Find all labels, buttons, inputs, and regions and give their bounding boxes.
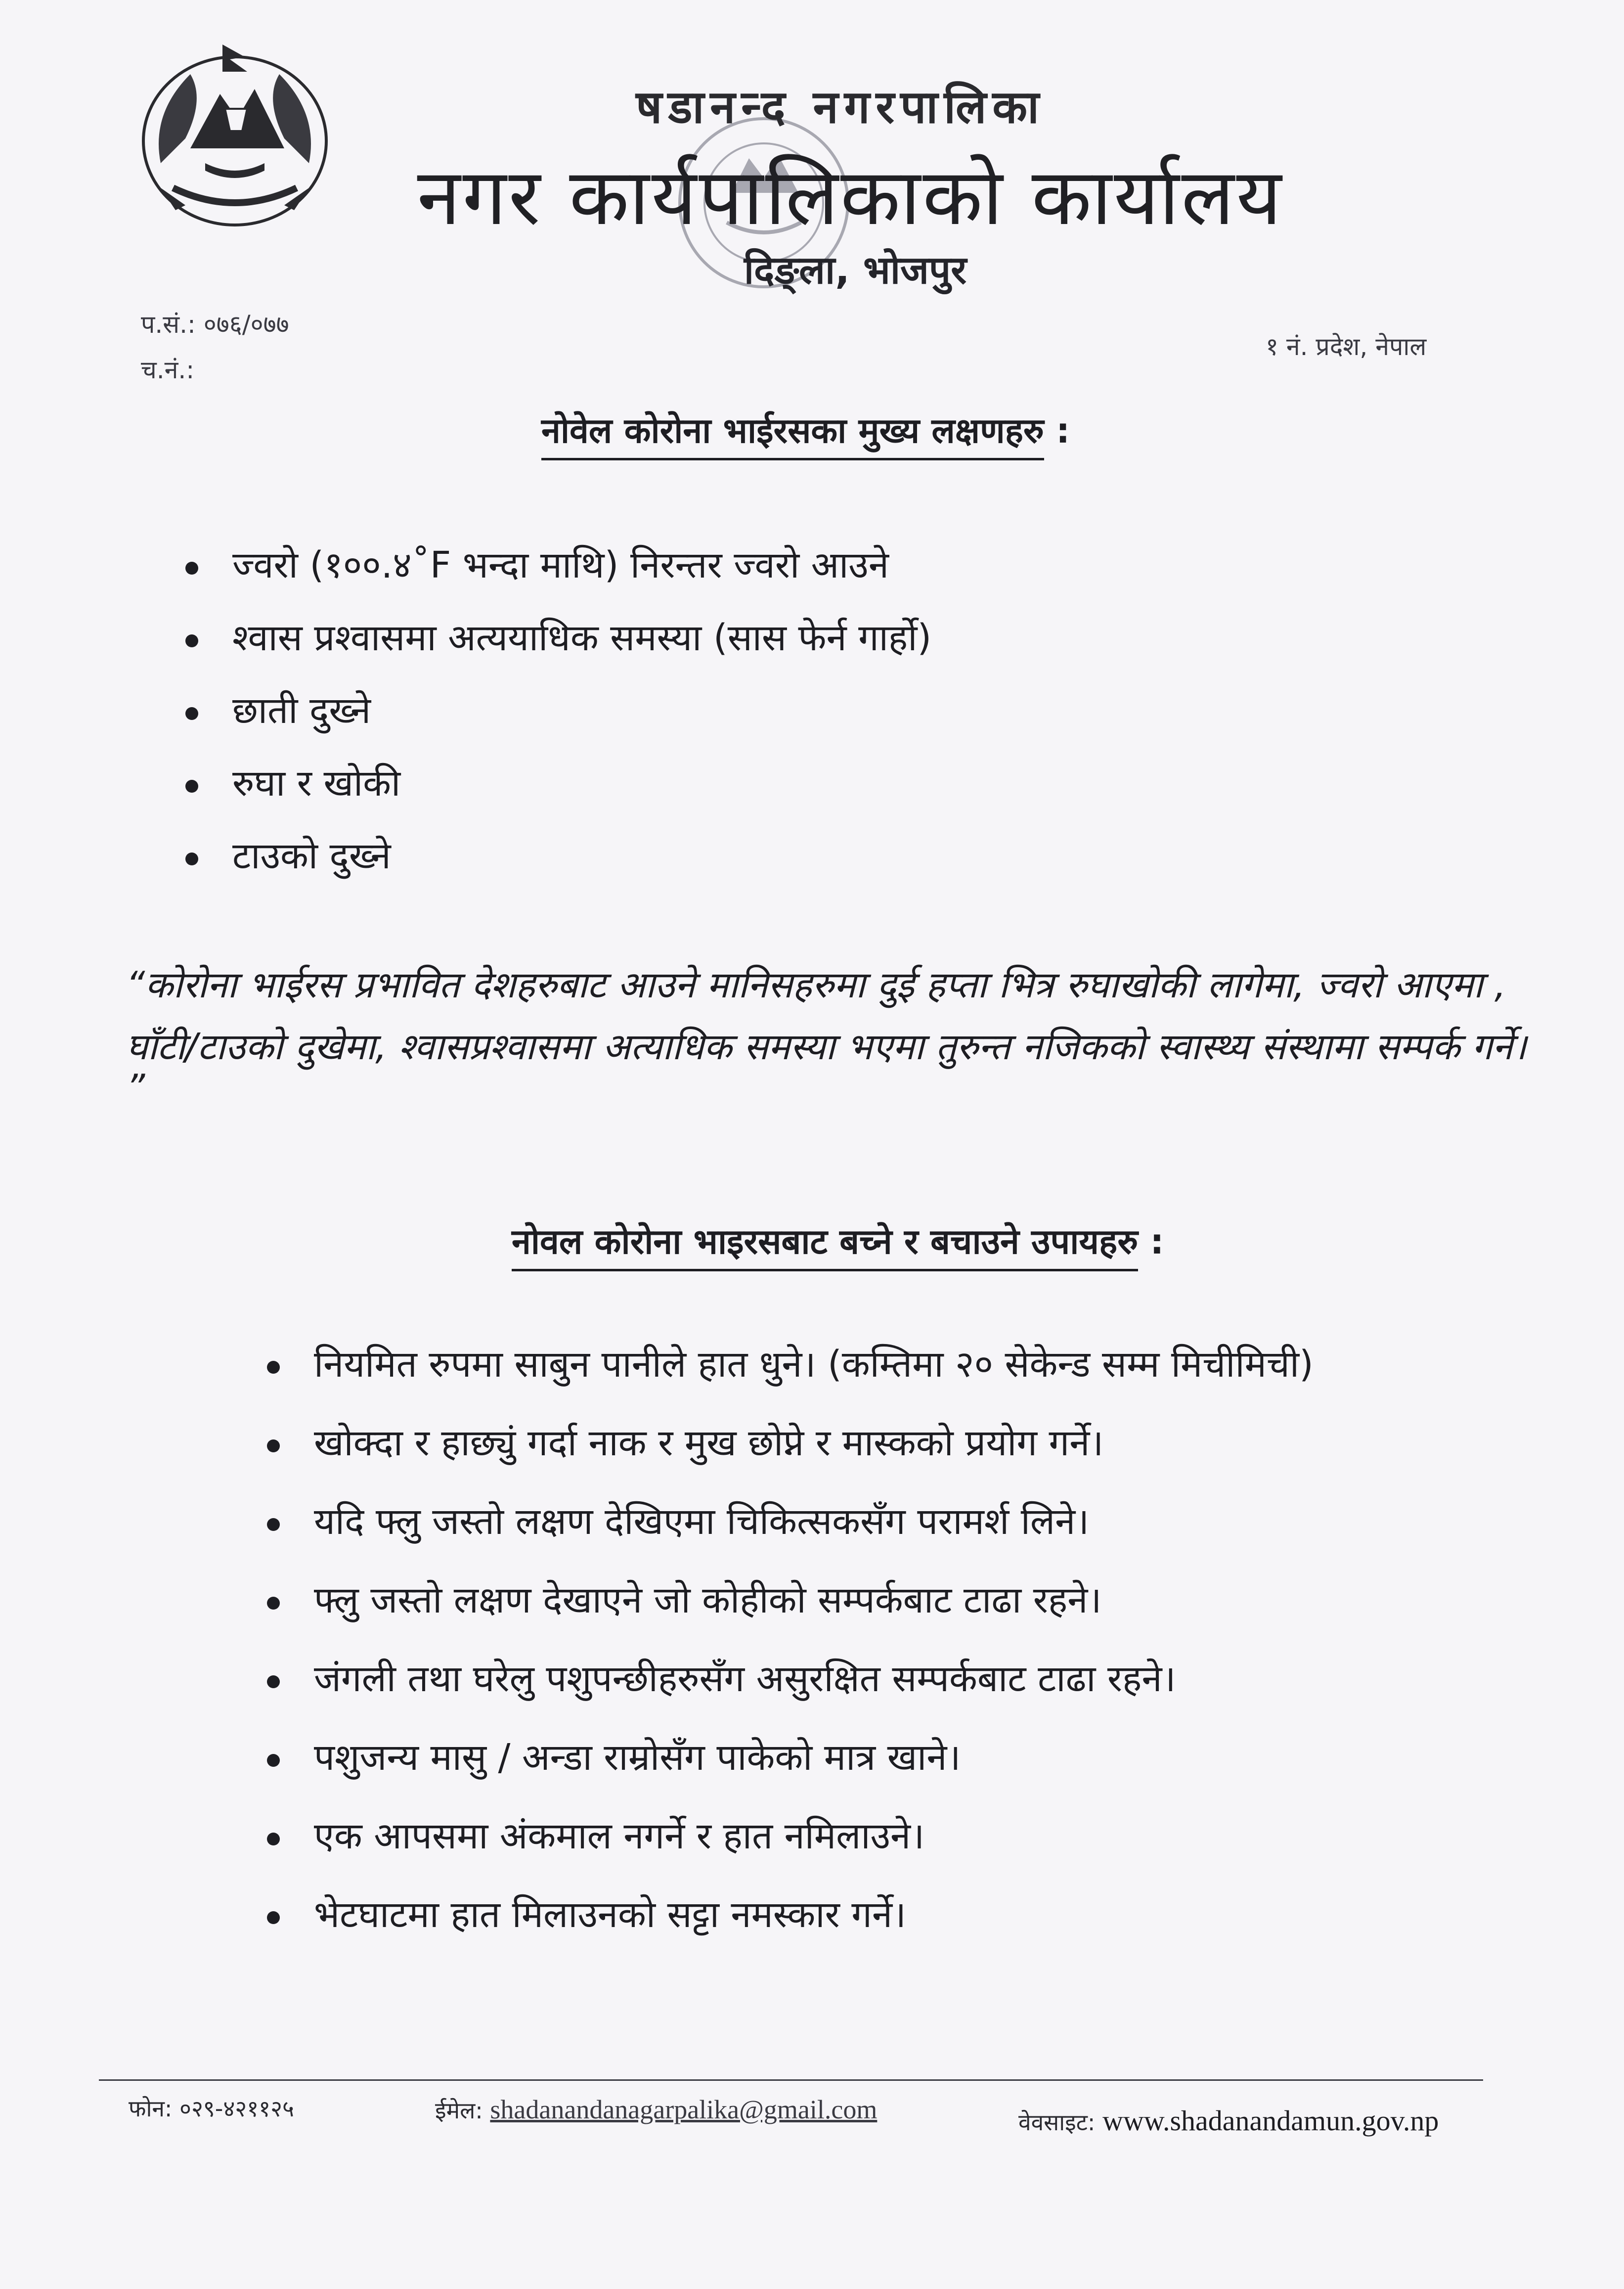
prevention-heading-colon: : (1138, 1221, 1164, 1262)
website-label: वेवसाइट: (1018, 2109, 1103, 2136)
symptoms-heading-colon: : (1044, 410, 1070, 451)
email-label: ईमेल: (435, 2097, 490, 2124)
quote-line: “कोरोना भाईरस प्रभावित देशहरुबाट आउने मानिसहरुमा दुई हप्ता भित्र रुघाखोकी लागेमा, ज्वरो आएमा , (126, 964, 1506, 1006)
list-item: यदि फ्लु जस्तो लक्षण देखिएमा चिकित्सकसँग परामर्श लिने। (267, 1482, 1314, 1561)
footer-website (1018, 2104, 1439, 2137)
quote-line: घाँटी/टाउको दुखेमा, श्वासप्रश्वासमा अत्याधिक समस्या भएमा तुरुन्त नजिकको स्वास्थ्य संस्थामा सम्पर्क गर्ने। (126, 1026, 1527, 1068)
footer-phone: फोन: ०२९-४२११२५ (129, 2095, 294, 2122)
prevention-heading-text: नोवल कोरोना भाइरसबाट बच्ने र बचाउने उपायहरु (512, 1221, 1138, 1271)
footer-email (435, 2094, 877, 2125)
municipality-name: षडानन्द नगरपालिका (636, 81, 1045, 134)
office-name: नगर कार्यपालिकाको कार्यालय (417, 152, 1284, 243)
symptoms-list (185, 529, 931, 893)
list-item: छाती दुख्ने (185, 674, 931, 747)
advisory-quote (126, 954, 1527, 1109)
footer-divider (99, 2079, 1483, 2081)
list-item: एक आपसमा अंकमाल नगर्ने र हात नमिलाउने। (267, 1797, 1314, 1876)
list-item: पशुजन्य मासु / अन्डा राम्रोसँग पाकेको मात्र खाने। (267, 1718, 1314, 1797)
office-address: दिङ्ला, भोजपुर (744, 248, 967, 293)
email-link[interactable]: shadanandanagarpalika@gmail.com (490, 2095, 878, 2124)
list-item: खोक्दा र हाछ्युं गर्दा नाक र मुख छोप्ने र मास्कको प्रयोग गर्ने। (267, 1404, 1314, 1482)
list-item: नियमित रुपमा साबुन पानीले हात धुने। (कम्तिमा २० सेकेन्ड सम्म मिचीमिची) (267, 1325, 1314, 1404)
quote-close: ” (126, 1067, 145, 1109)
symptoms-heading-text: नोवेल कोरोना भाईरसका मुख्य लक्षणहरु (541, 410, 1044, 460)
prevention-list (267, 1325, 1314, 1954)
nepal-emblem-logo (131, 40, 339, 232)
list-item: फ्लु जस्तो लक्षण देखाएने जो कोहीको सम्पर्कबाट टाढा रहने। (267, 1561, 1314, 1640)
list-item: टाउको दुख्ने (185, 820, 931, 893)
list-item: ज्वरो (१००.४˚F भन्दा माथि) निरन्तर ज्वरो आउने (185, 529, 931, 602)
website-link[interactable]: www.shadanandamun.gov.np (1102, 2105, 1439, 2137)
reference-number: प.सं.: ०७६/०७७ (141, 310, 289, 339)
province-label: १ नं. प्रदेश, नेपाल (1266, 332, 1427, 361)
list-item: भेटघाटमा हात मिलाउनको सट्टा नमस्कार गर्ने। (267, 1876, 1314, 1954)
list-item: रुघा र खोकी (185, 747, 931, 820)
list-item: जंगली तथा घरेलु पशुपन्छीहरुसँग असुरक्षित सम्पर्कबाट टाढा रहने। (267, 1640, 1314, 1718)
dispatch-number: च.नं.: (141, 356, 195, 384)
prevention-heading (512, 1216, 1164, 1264)
symptoms-heading (541, 405, 1070, 453)
list-item: श्वास प्रश्वासमा अत्ययाधिक समस्या (सास फेर्न गार्हो) (185, 602, 931, 674)
